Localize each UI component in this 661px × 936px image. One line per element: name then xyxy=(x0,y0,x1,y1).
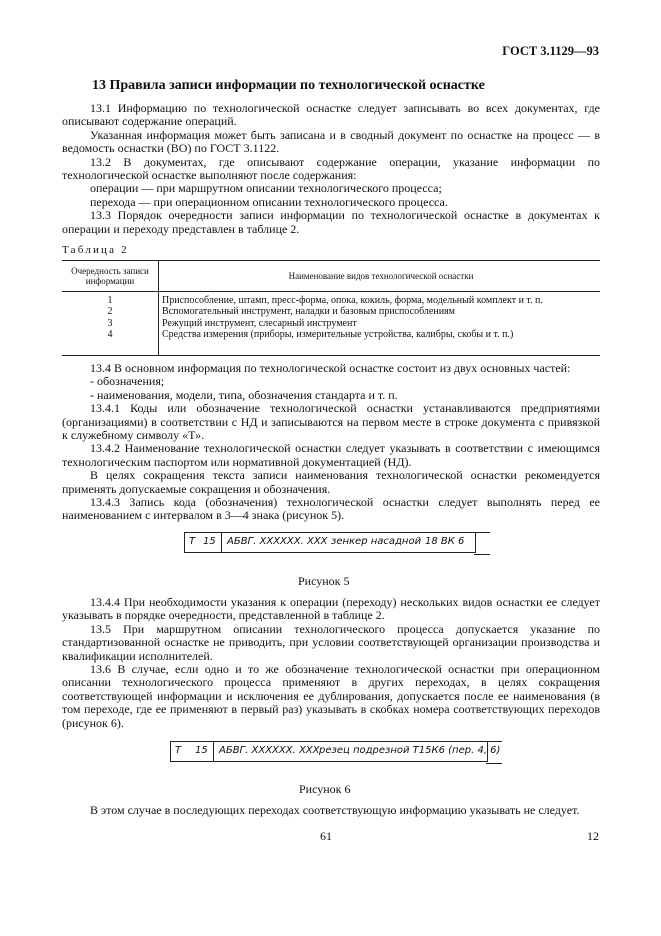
table-cell: Средства измерения (приборы, измерительные устройства, калибры, скобы и т. п.) xyxy=(162,329,514,341)
figure-5-example-line xyxy=(184,532,476,553)
page-marker: 12 xyxy=(587,829,599,843)
standard-number: ГОСТ 3.1129—93 xyxy=(502,44,599,58)
paragraph: 13.4.2 Наименование технологической оснастки следует указывать в соответствии с имеющимся технологическим паспортом или нормативной документацией (НД). xyxy=(62,441,600,469)
section-text-3 xyxy=(62,596,600,730)
paragraph: перехода — при операционном описании технологического процесса. xyxy=(90,194,448,209)
section-text xyxy=(62,102,600,236)
paragraph: 13.4.1 Коды или обозначение технологической оснастки устанавливаются предприятиями (организациями) в соответствии с НД и записываются на первом месте в строке документа с привязкой к служебному символу «Т». xyxy=(62,401,600,443)
paragraph: - обозначения; xyxy=(90,374,165,389)
paragraph: 13.4 В основном информация по технологической оснастке состоит из двух основных частей: xyxy=(90,361,571,375)
paragraph: 13.5 При маршрутном описании технологического процесса допускается указание по стандартизованной оснастке не приводить, при условии соответствующей организации производства и квалификации исполнителей. xyxy=(62,621,600,663)
figure-tail-lines xyxy=(486,741,502,764)
table-header-name: Наименование видов технологической оснастки xyxy=(159,261,601,292)
figure-code: АБВГ. XXXXXX. XXX xyxy=(227,536,328,547)
figure-number: 15 xyxy=(195,745,208,756)
paragraph: - наименования, модели, типа, обозначения стандарта и т. п. xyxy=(90,387,398,402)
figure-text: зенкер насадной xyxy=(331,536,422,547)
paragraph: 13.4.4 При необходимости указания к операции (переходу) нескольких видов оснастки ее следует указывать в порядке очередности, представленной в таблице 2. xyxy=(62,595,600,623)
figure-symbol: Т xyxy=(175,745,182,756)
page-number: 61 xyxy=(320,829,332,843)
closing-paragraph: В этом случае в последующих переходах соответствующую информацию указывать не следует. xyxy=(90,803,580,817)
figure-6-example-line xyxy=(170,741,501,762)
paragraph: операции — при маршрутном описании технологического процесса; xyxy=(90,181,442,196)
table-cell: 1 xyxy=(107,295,113,306)
table-header-order: Очередность записи информации xyxy=(62,261,159,292)
figure-text: резец подрезной Т15К6 (пер. 4, 6) xyxy=(319,745,501,756)
figure-5-caption: Рисунок 5 xyxy=(298,574,350,588)
figure-6-caption: Рисунок 6 xyxy=(299,782,351,796)
paragraph: 13.4.3 Запись кода (обозначения) технологической оснастки следует выполнять перед ее наименованием с интервалом в 3—4 знака (рисунок 5). xyxy=(62,495,600,523)
table-cell: 3 xyxy=(107,317,113,329)
table-cell: Приспособление, штамп, пресс-форма, опока, кокиль, форма, модельный комплект и т. п. xyxy=(162,295,543,306)
figure-code: АБВГ. XXXXXX. XXX xyxy=(219,745,320,756)
table-name-column xyxy=(159,292,601,356)
table-2 xyxy=(62,260,600,356)
table-cell: Вспомогательный инструмент, наладки и базовым приспособлениям xyxy=(162,306,455,318)
paragraph: 13.2 В документах, где описывают содержание операции, указание информации по технологической оснастке выполняют после содержания: xyxy=(62,154,600,183)
paragraph: Указанная информация может быть записана и в сводный документ по оснастке на процесс — в ведомость оснастки (ВО) по ГОСТ 3.1122. xyxy=(62,127,600,156)
section-text-2 xyxy=(62,362,600,523)
table-cell: 2 xyxy=(107,306,113,318)
table-cell: 4 xyxy=(107,329,113,341)
figure-separator xyxy=(213,742,214,761)
figure-number: 15 xyxy=(203,536,216,547)
table-caption: Таблица 2 xyxy=(62,244,129,256)
section-title: 13 Правила записи информации по технологической оснастке xyxy=(92,78,485,93)
table-order-column xyxy=(62,292,159,356)
figure-extra: 18 ВК 6 xyxy=(425,536,465,547)
paragraph: 13.3 Порядок очередности записи информации по технологической оснастке в документах к операции и переходу представлен в таблице 2. xyxy=(62,208,600,236)
figure-separator xyxy=(221,533,222,552)
table-cell: Режущий инструмент, слесарный инструмент xyxy=(162,317,357,329)
paragraph: 13.6 В случае, если одно и то же обозначение технологической оснастки при операционном описании технологического процесса применяют в других переходах, в целях сокращения соответствующей информации и исключения ее дублирования, допускается после ее наименования (в том переходе, где ее применяют в первый раз) указывать в скобках номера соответствующих переходов (рисунок 6). xyxy=(62,662,600,730)
paragraph: 13.1 Информацию по технологической оснастке следует записывать во всех документах, где описывают содержание операций. xyxy=(62,101,600,129)
paragraph: В целях сокращения текста записи наименования технологической оснастки рекомендуется применять допускаемые сокращения и обозначения. xyxy=(62,468,600,496)
figure-symbol: Т xyxy=(189,536,196,547)
figure-tail-lines xyxy=(474,532,490,555)
